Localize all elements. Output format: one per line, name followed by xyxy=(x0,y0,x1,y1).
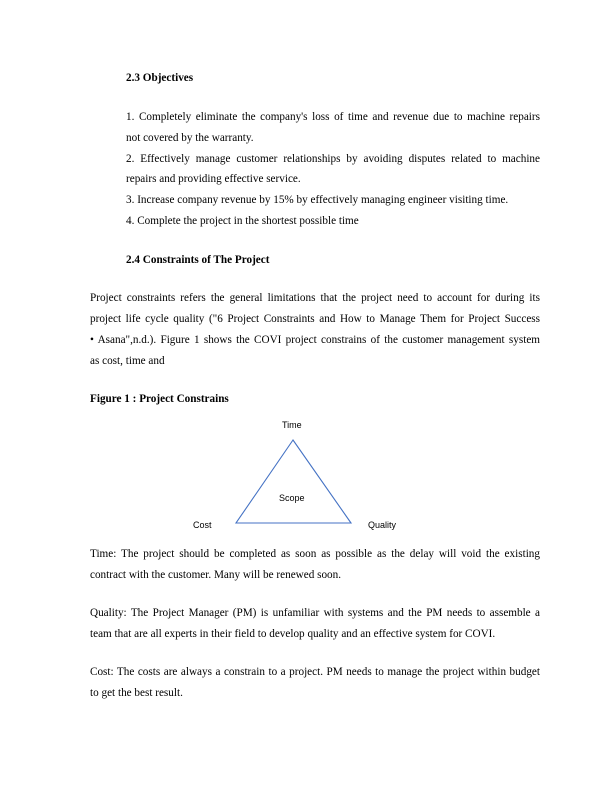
figure-caption: Figure 1 : Project Constrains xyxy=(90,393,229,405)
time-label: Time xyxy=(282,420,302,430)
objective-2-line-1: 2. Effectively manage customer relationships by avoiding disputes related to machine xyxy=(126,153,540,165)
cost-para-line-2: to get the best result. xyxy=(90,687,183,699)
objectives-heading: 2.3 Objectives xyxy=(126,72,194,84)
constraints-triangle xyxy=(236,440,351,523)
constraints-para-line-1: Project constraints refers the general limitations that the project need to account for during its xyxy=(90,292,540,304)
objective-3: 3. Increase company revenue by 15% by effectively managing engineer visiting time. xyxy=(126,194,509,206)
objective-1-line-2: not covered by the warranty. xyxy=(126,132,254,144)
cost-para-line-1: Cost: The costs are always a constrain to a project. PM needs to manage the project within budget xyxy=(90,666,540,678)
cost-label: Cost xyxy=(193,520,212,530)
quality-label: Quality xyxy=(368,520,397,530)
time-para-line-1: Time: The project should be completed as soon as possible as the delay will void the existing xyxy=(90,548,540,560)
objective-2-line-2: repairs and providing effective service. xyxy=(126,173,301,185)
quality-para-line-1: Quality: The Project Manager (PM) is unfamiliar with systems and the PM needs to assemble a xyxy=(90,607,540,619)
constraints-heading: 2.4 Constraints of The Project xyxy=(126,254,270,266)
objective-1-line-1: 1. Completely eliminate the company's loss of time and revenue due to machine repairs xyxy=(126,111,540,123)
constraints-para-line-3: • Asana",n.d.). Figure 1 shows the COVI project constrains of the customer management system xyxy=(90,334,540,346)
constraints-para-line-2: project life cycle quality ("6 Project Constraints and How to Manage Them for Project Success xyxy=(90,313,540,325)
scope-label: Scope xyxy=(279,493,305,503)
quality-para-line-2: team that are all experts in their field to develop quality and an effective system for COVI. xyxy=(90,628,496,640)
objective-4: 4. Complete the project in the shortest possible time xyxy=(126,215,359,227)
constraints-para-line-4: as cost, time and xyxy=(90,355,165,367)
time-para-line-2: contract with the customer. Many will be renewed soon. xyxy=(90,569,342,581)
